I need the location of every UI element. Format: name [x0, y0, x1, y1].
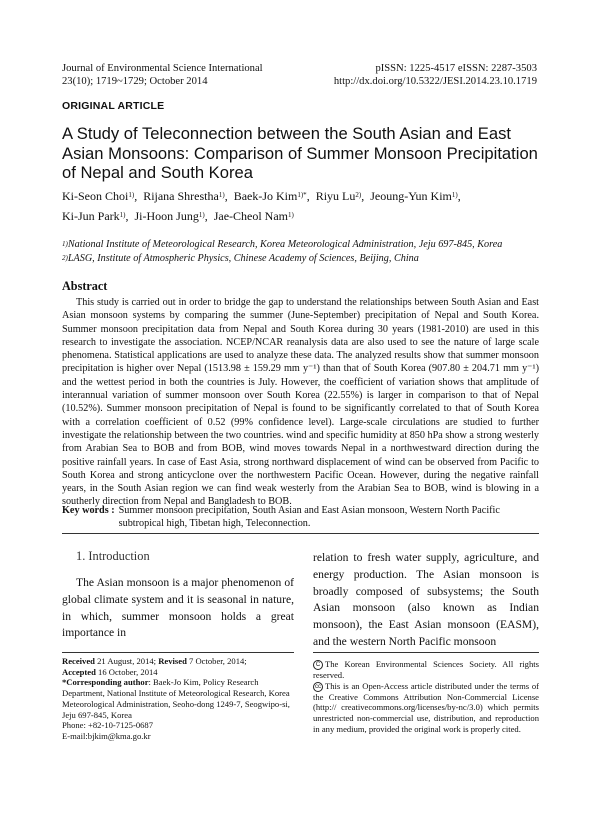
- journal-volume: 23(10); 1719~1729; October 2014: [62, 76, 208, 87]
- section-heading: 1. Introduction: [76, 549, 150, 563]
- affiliation: $^{1)}$National Institute of Meteorological Research, Korea Meteorological Administration, Jeju 697-845, Korea: [62, 239, 503, 250]
- footnote-divider: [62, 652, 294, 653]
- author: Rijana Shrestha$^{1)}$: [143, 189, 225, 203]
- journal-name: Journal of Environmental Science International: [62, 63, 263, 74]
- footnote-license: C The Korean Environmental Sciences Society. All rights reserved. cc This is an Open-Access article distributed under the terms of the Creative Commons Attribution Non-Commercial License (http:// creativecommons.org/licenses/by-nc/3.0) which permits unrestricted non-commercial use, distribution, and reproduction in any medium, provided the original work is properly cited.: [313, 659, 539, 734]
- author: Ki-Seon Choi$^{1)}$: [62, 189, 135, 203]
- author: Ji-Hoon Jung$^{1)}$: [134, 209, 205, 223]
- article-type: ORIGINAL ARTICLE: [62, 100, 165, 112]
- doi-link[interactable]: http://dx.doi.org/10.5322/JESI.2014.23.10.1719: [333, 76, 537, 87]
- author: Jeoung-Yun Kim$^{1)}$: [370, 189, 458, 203]
- body-paragraph: relation to fresh water supply, agriculture, and energy production. The Asian monsoon is broadly composed of subsystems; the South Asian monsoon (also known as Indian monsoon), the East Asian monsoon (EASM), and the western North Pacific monsoon: [313, 551, 539, 648]
- author: Ki-Jun Park$^{1)}$: [62, 209, 126, 223]
- issn: pISSN: 1225-4517 eISSN: 2287-3503: [375, 63, 537, 74]
- keywords-text: Summer monsoon precipitation, South Asian and East Asian monsoon, Western North Pacific subtropical high, Tibetan high, Teleconnection.: [118, 505, 500, 530]
- journal-header-right: [334, 62, 537, 88]
- creative-commons-icon: cc: [315, 683, 321, 690]
- corresponding-author-label: *Corresponding author: [62, 677, 149, 688]
- affiliation: $^{2)}$LASG, Institute of Atmospheric Physics, Chinese Academy of Sciences, Beijing, China: [62, 253, 419, 264]
- paper-title: A Study of Teleconnection between the South Asian and East Asian Monsoons: Comparison of Summer Monsoon Precipitation of Nepal and South Korea: [62, 124, 538, 183]
- email-link[interactable]: E-mail:bjkim@kma.go.kr: [62, 730, 151, 741]
- author: Jae-Cheol Nam$^{1)}$: [213, 209, 294, 223]
- author: Riyu Lu$^{2)}$: [315, 189, 362, 203]
- phone: Phone: +82-10-7125-0687: [62, 720, 154, 731]
- footnote-received: Received 21 August, 2014; Revised 7 October, 2014; Accepted 16 October, 2014 *Corresponding author: Baek-Jo Kim, Policy Research Department, National Institute of Meteorological Research, Korea Meteorological Administration, Seoho-dong 1249-7, Seogwipo-si, Jeju 697-845, Korea Phone: +82-10-7125-0687 E-mail:bjkim@kma.go.kr: [62, 656, 294, 742]
- keywords-label: Key words :: [62, 505, 115, 516]
- abstract-heading: Abstract: [62, 279, 108, 293]
- author: Baek-Jo Kim$^{1)*}$: [233, 189, 307, 203]
- keywords: [62, 504, 539, 531]
- abstract-text: This study is carried out in order to bridge the gap to understand the relationships between South Asian and East Asian monsoon systems by comparing the summer (June-September) precipitation of Nepal and South Korea. Summer monsoon precipitation data from Nepal and South Korea during 30 years (1981-2010) are used in this research to investigate the association. NCEP/NCAR reanalysis data are also used to see the nature of large scale phenomena. Statistical applications are used to analyze these data. The analyzed results show that summer monsoon precipitation is higher over Nepal (1513.98 ± 159.29 mm y⁻¹) than that of South Korea (907.80 ± 204.71 mm y⁻¹) and the wettest period in both the countries is July. However, the coefficient of variation shows that amplitude of interannual variation of summer monsoon over South Korea (22.55%) is larger in comparison to that of Nepal (10.52%). Summer monsoon precipitation of Nepal is found to be significantly correlated to that of South Korea with a correlation coefficient of 0.52 (99% confidence level). Large-scale circulations are studied to further investigate the relationship between the two countries. wind and specific humidity at 850 hPa show a strong westerly from Arabian Sea to BOB and from BOB, wind moves towards Nepal in a northwestward direction during the positive rainfall years. In case of East Asia, strong northward displacement of wind can be observed from Pacific to South Korea and strong anticyclone over the northwestern Pacific Ocean. However, during the negative rainfall years, in the South Asian region we can find weak westerly from the Arabian Sea to BOB, wind is blowing in a southerly direction from Nepal and Bangladesh to BOB.: [62, 297, 540, 508]
- body-paragraph: The Asian monsoon is a major phenomenon of global climate system and it is seasonal in nature, in which, summer monsoon holds a great importance in: [62, 576, 294, 640]
- divider: [62, 533, 539, 534]
- copyright-icon: C: [313, 660, 323, 670]
- body-column-left: [62, 575, 294, 642]
- footnote-divider: [313, 652, 539, 653]
- journal-header-left: [62, 62, 263, 88]
- body-column-right: [313, 550, 539, 651]
- author-list: Ki-Seon Choi$^{1)}$, Rijana Shrestha$^{1)}$, Baek-Jo Kim$^{1)*}$, Riyu Lu$^{2)}$, Jeoung-Yun Kim$^{1)}$, Ki-Jun Park$^{1)}$, Ji-Hoon Jung$^{1)}$, Jae-Cheol Nam$^{1)}$: [62, 189, 461, 223]
